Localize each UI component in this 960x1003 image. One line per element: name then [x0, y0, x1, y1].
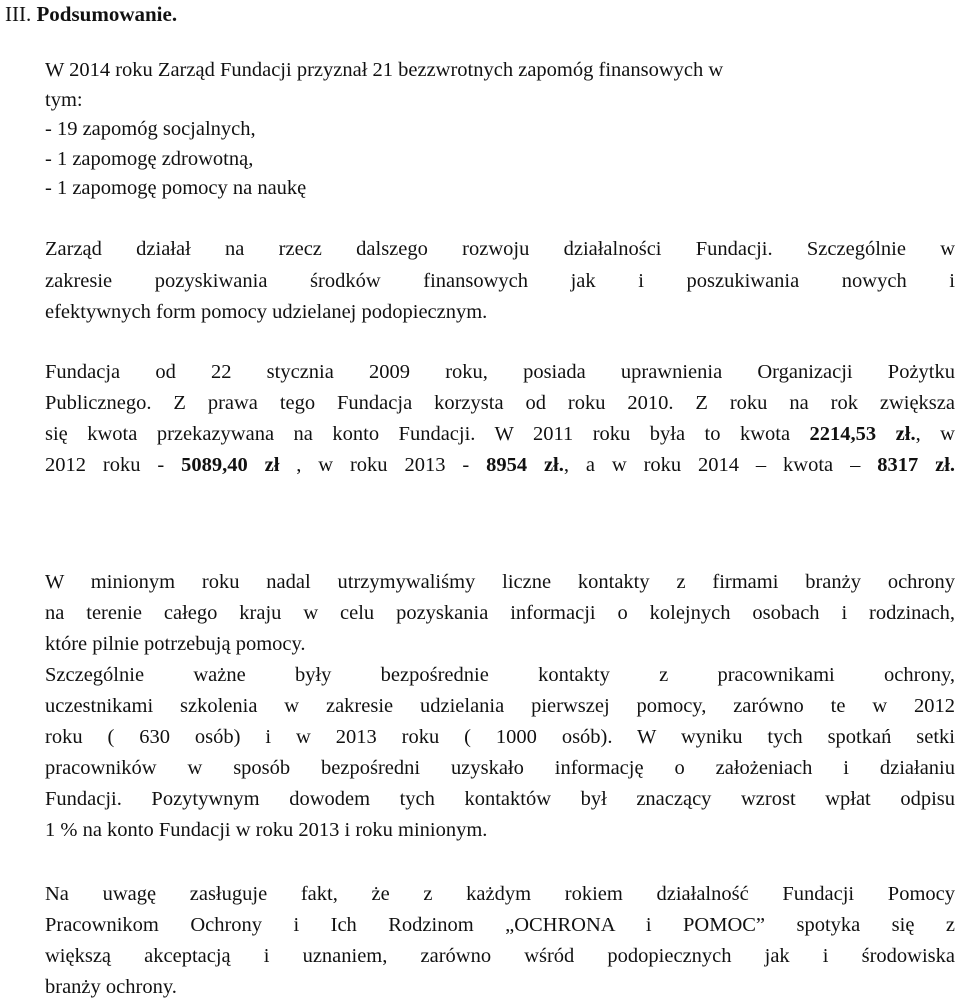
text-span	[860, 454, 877, 476]
section-number: III.	[5, 2, 32, 26]
dash: –	[755, 454, 767, 476]
text-span: , w roku 2013 -	[279, 454, 487, 476]
text-line: Pracownikom Ochrony i Ich Rodzinom „OCHRONA i POMOC” spotyka się z	[45, 914, 955, 936]
amount-2011: 2214,53 zł.	[809, 423, 916, 445]
contacts-paragraph	[45, 567, 955, 846]
list-item: - 19 zapomóg socjalnych,	[45, 118, 256, 140]
text-line: uczestnikami szkolenia w zakresie udzielania pierwszej pomocy, zarówno te w 2012	[45, 695, 955, 717]
text-line: Szczególnie ważne były bezpośrednie kontakty z pracownikami ochrony,	[45, 664, 955, 686]
text-line: Na uwagę zasługuje fakt, że z każdym rokiem działalność Fundacji Pomocy	[45, 883, 955, 905]
text-line: Fundacja od 22 stycznia 2009 roku, posiada uprawnienia Organizacji Pożytku	[45, 361, 955, 383]
list-item: - 1 zapomogę zdrowotną,	[45, 147, 254, 170]
acceptance-paragraph	[45, 879, 955, 1003]
text-span: 2012 roku -	[45, 454, 182, 476]
text-line: Fundacji. Pozytywnym dowodem tych kontaktów był znaczący wzrost wpłat odpisu	[45, 788, 955, 810]
intro-paragraph	[45, 56, 915, 204]
section-heading	[5, 0, 177, 28]
dash: –	[850, 454, 861, 476]
text-line: pracowników w sposób bezpośredni uzyskało informację o założeniach i działaniu	[45, 757, 955, 779]
text-line: efektywnych form pomocy udzielanej podopiecznym.	[45, 301, 488, 323]
amount-2014: 8317 zł.	[877, 454, 956, 476]
text-span: , w	[915, 423, 955, 445]
text-span: się kwota przekazywana na konto Fundacji. W 2011 roku była to kwota	[45, 423, 810, 445]
text-span: , a w roku 2014	[563, 454, 756, 476]
text-line	[45, 450, 955, 481]
intro-line: tym:	[45, 88, 83, 111]
text-line: branży ochrony.	[45, 976, 177, 998]
text-line: W minionym roku nadal utrzymywaliśmy liczne kontakty z firmami branży ochrony	[45, 571, 955, 593]
text-line: zakresie pozyskiwania środków finansowych jak i poszukiwania nowych i	[45, 269, 955, 292]
text-line: Zarząd działał na rzecz dalszego rozwoju działalności Fundacji. Szczególnie w	[45, 238, 955, 260]
text-line: większą akceptacją i uznaniem, zarówno wśród podopiecznych jak i środowiska	[45, 945, 955, 967]
text-line: które pilnie potrzebują pomocy.	[45, 633, 306, 655]
text-line	[45, 419, 955, 450]
intro-line: W 2014 roku Zarząd Fundacji przyznał 21 bezzwrotnych zapomóg finansowych w	[45, 59, 724, 81]
list-item: - 1 zapomogę pomocy na naukę	[45, 177, 307, 199]
text-line: 1 % na konto Fundacji w roku 2013 i roku minionym.	[45, 819, 488, 841]
board-activity-paragraph	[45, 234, 955, 329]
section-title: Podsumowanie.	[36, 2, 178, 26]
text-line: roku ( 630 osób) i w 2013 roku ( 1000 osób). W wyniku tych spotkań setki	[45, 726, 955, 748]
amount-2013: 8954 zł.	[486, 454, 564, 476]
text-line: Publicznego. Z prawa tego Fundacja korzysta od roku 2010. Z roku na rok zwiększa	[45, 392, 955, 414]
text-span: kwota	[766, 454, 851, 476]
opp-status-paragraph	[45, 357, 955, 481]
text-line: na terenie całego kraju w celu pozyskania informacji o kolejnych osobach i rodzinach,	[45, 602, 955, 624]
amount-2012: 5089,40 zł	[181, 454, 280, 476]
